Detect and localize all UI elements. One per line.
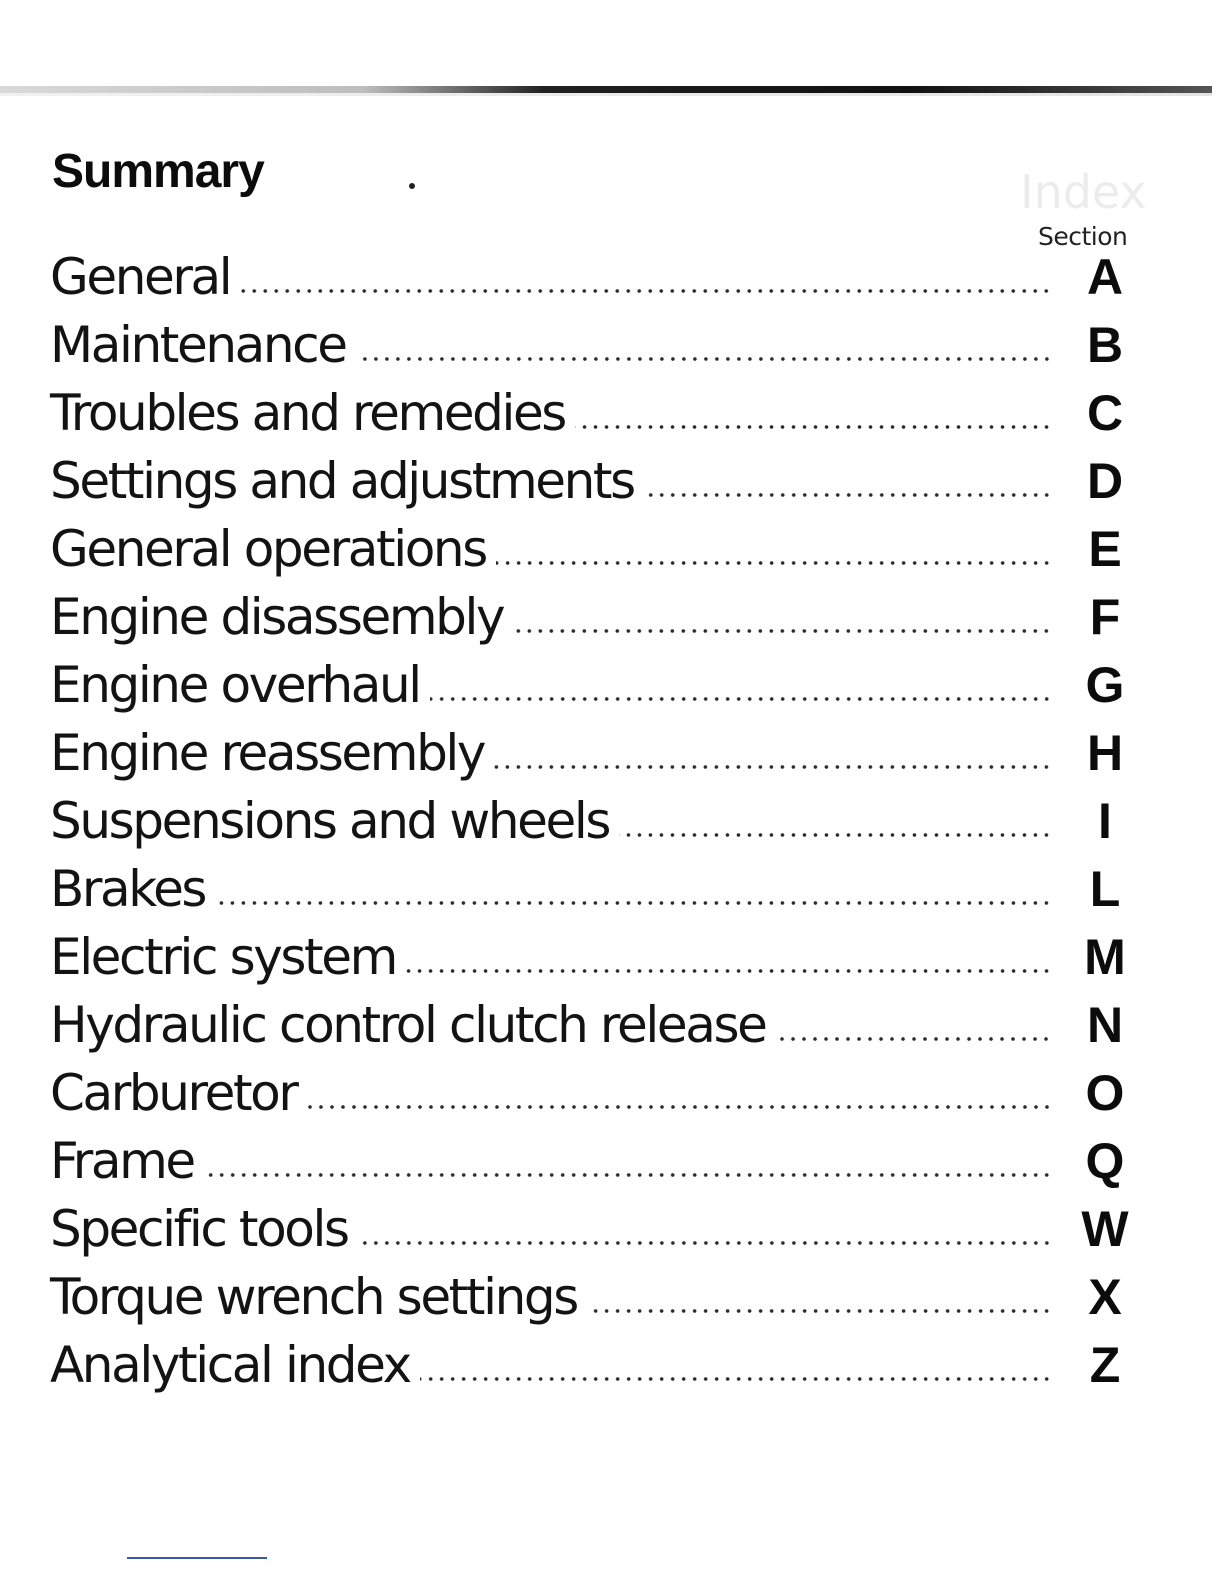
toc-title: Brakes bbox=[50, 860, 206, 918]
toc-row-carburetor[interactable] bbox=[50, 1064, 1150, 1132]
toc-row-hydraulic-control-clutch-release[interactable] bbox=[50, 996, 1150, 1064]
toc-row-general-operations[interactable] bbox=[50, 520, 1150, 588]
section-letter: Z bbox=[1089, 1337, 1121, 1393]
dot-leader bbox=[644, 492, 1052, 498]
section-letter: G bbox=[1085, 657, 1125, 713]
section-letter: D bbox=[1086, 453, 1124, 509]
toc-row-settings-and-adjustments[interactable] bbox=[50, 452, 1150, 520]
section-letter: Q bbox=[1085, 1133, 1125, 1189]
toc-row-engine-reassembly[interactable] bbox=[50, 724, 1150, 792]
section-letter: H bbox=[1086, 725, 1124, 781]
toc-row-electric-system[interactable] bbox=[50, 928, 1150, 996]
toc-row-frame[interactable] bbox=[50, 1132, 1150, 1200]
section-letter: X bbox=[1088, 1269, 1122, 1325]
toc-row-suspensions-and-wheels[interactable] bbox=[50, 792, 1150, 860]
dot-leader bbox=[420, 1376, 1052, 1382]
footnote-rule bbox=[127, 1557, 267, 1559]
dot-leader bbox=[575, 424, 1052, 430]
toc-row-brakes[interactable] bbox=[50, 860, 1150, 928]
toc-row-general[interactable] bbox=[50, 248, 1150, 316]
toc-title: Frame bbox=[50, 1132, 194, 1190]
dot-leader bbox=[307, 1104, 1052, 1110]
dot-leader bbox=[430, 696, 1052, 702]
stray-dot bbox=[409, 183, 415, 189]
toc-title: Carburetor bbox=[50, 1064, 297, 1122]
section-letter: F bbox=[1089, 589, 1121, 645]
section-letter: B bbox=[1086, 317, 1124, 373]
toc-title: Troubles and remedies bbox=[50, 384, 565, 442]
toc-title: Settings and adjustments bbox=[50, 452, 634, 510]
toc-row-specific-tools[interactable] bbox=[50, 1200, 1150, 1268]
section-letter: L bbox=[1089, 861, 1121, 917]
section-letter: C bbox=[1086, 385, 1124, 441]
dot-leader bbox=[358, 1240, 1052, 1246]
section-letter: O bbox=[1085, 1065, 1125, 1121]
section-letter: W bbox=[1081, 1201, 1129, 1257]
table-of-contents bbox=[50, 248, 1150, 1404]
dot-leader bbox=[496, 560, 1052, 566]
toc-row-analytical-index[interactable] bbox=[50, 1336, 1150, 1404]
section-letter: N bbox=[1086, 997, 1124, 1053]
toc-title: Specific tools bbox=[50, 1200, 348, 1258]
toc-title: Electric system bbox=[50, 928, 396, 986]
dot-leader bbox=[406, 968, 1052, 974]
toc-row-maintenance[interactable] bbox=[50, 316, 1150, 384]
toc-title: Engine disassembly bbox=[50, 588, 504, 646]
toc-row-torque-wrench-settings[interactable] bbox=[50, 1268, 1150, 1336]
toc-title: General bbox=[50, 248, 231, 306]
toc-title: Analytical index bbox=[50, 1336, 410, 1394]
toc-row-troubles-and-remedies[interactable] bbox=[50, 384, 1150, 452]
bleed-through-index-heading: Index bbox=[1020, 165, 1147, 219]
toc-title: Maintenance bbox=[50, 316, 346, 374]
toc-title: Engine overhaul bbox=[50, 656, 420, 714]
section-letter: A bbox=[1086, 249, 1124, 305]
section-letter: E bbox=[1088, 521, 1122, 577]
dot-leader bbox=[356, 356, 1052, 362]
dot-leader bbox=[619, 832, 1052, 838]
section-letter: M bbox=[1084, 929, 1126, 985]
toc-title: Suspensions and wheels bbox=[50, 792, 610, 850]
toc-title: Engine reassembly bbox=[50, 724, 485, 782]
dot-leader bbox=[204, 1172, 1052, 1178]
toc-row-engine-disassembly[interactable] bbox=[50, 588, 1150, 656]
toc-title: General operations bbox=[50, 520, 486, 578]
toc-title: Hydraulic control clutch release bbox=[50, 996, 766, 1054]
dot-leader bbox=[215, 900, 1052, 906]
dot-leader bbox=[587, 1308, 1052, 1314]
top-rule-shadow bbox=[0, 93, 1212, 96]
toc-title: Torque wrench settings bbox=[50, 1268, 577, 1326]
dot-leader bbox=[240, 288, 1052, 294]
dot-leader bbox=[775, 1036, 1052, 1042]
toc-row-engine-overhaul[interactable] bbox=[50, 656, 1150, 724]
section-letter: I bbox=[1098, 793, 1112, 849]
page-title: Summary bbox=[52, 145, 264, 198]
section-column-header: Section bbox=[1038, 222, 1128, 251]
dot-leader bbox=[513, 628, 1052, 634]
dot-leader bbox=[494, 764, 1052, 770]
